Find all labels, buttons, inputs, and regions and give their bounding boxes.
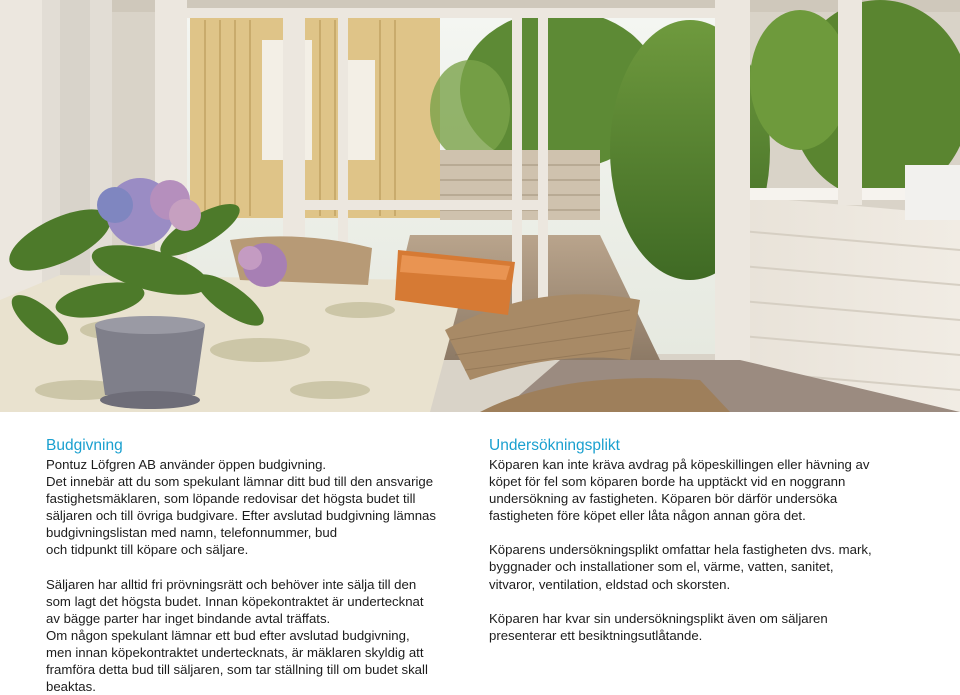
text-line: budgivningslistan med namn, telefonnummer, bud bbox=[46, 525, 338, 541]
inspection-paragraph-3 bbox=[489, 610, 919, 644]
text-line: framföra detta bud till säljaren, som tar ställning till om budet skall bbox=[46, 662, 428, 678]
inspection-paragraph-1 bbox=[489, 456, 919, 524]
text-line: och tidpunkt till köpare och säljare. bbox=[46, 542, 249, 558]
text-line: Köparen kan inte kräva avdrag på köpeskillingen eller hävning av bbox=[489, 457, 870, 472]
text-line: Köparens undersökningsplikt omfattar hela fastigheten dvs. mark, bbox=[489, 542, 872, 558]
inspection-paragraph-2 bbox=[489, 541, 919, 592]
text-line: Köparen har kvar sin undersökningsplikt även om säljaren bbox=[489, 610, 828, 626]
text-line: undersökning av fastigheten. Köparen bör därför undersöka bbox=[489, 491, 838, 507]
text-line: Säljaren har alltid fri prövningsrätt och behöver inte sälja till den bbox=[46, 576, 417, 592]
text-line: säljaren och till övriga budgivare. Efter avslutad budgivning lämnas bbox=[46, 508, 436, 524]
text-line: beaktas. bbox=[46, 679, 96, 695]
text-line: vitvaror, ventilation, eldstad och skorsten. bbox=[489, 576, 731, 592]
text-line: Pontuz Löfgren AB använder öppen budgivning. bbox=[46, 457, 327, 472]
text-line: fastigheten före köpet eller låta någon annan göra det. bbox=[489, 508, 806, 524]
text-line: köpet för fel som köparen borde ha upptäckt vid en noggrann bbox=[489, 474, 846, 490]
bidding-paragraph-2 bbox=[46, 576, 476, 695]
text-line: Det innebär att du som spekulant lämnar ditt bud till den ansvarige bbox=[46, 474, 434, 490]
text-line: som lagt det högsta budet. Innan köpekontraktet är undertecknat bbox=[46, 593, 424, 609]
text-line: byggnader och installationer som el, värme, vatten, sanitet, bbox=[489, 559, 834, 575]
text-line: presenterar ett besiktningsutlåtande. bbox=[489, 627, 703, 643]
bidding-heading: Budgivning bbox=[46, 437, 123, 454]
text-line: fastighetsmäklaren, som löpande redovisar det högsta budet till bbox=[46, 491, 416, 507]
text-line: men innan köpekontraktet undertecknats, är mäklaren skyldig att bbox=[46, 644, 424, 660]
inspection-duty-heading: Undersökningsplikt bbox=[489, 437, 620, 454]
text-line: Om någon spekulant lämnar ett bud efter avslutad budgivning, bbox=[46, 627, 410, 643]
inspection-duty-section bbox=[489, 436, 919, 644]
bidding-paragraph-1 bbox=[46, 456, 476, 559]
text-line: av bägge parter har inget bindande avtal träffats. bbox=[46, 610, 331, 626]
bidding-section bbox=[46, 436, 476, 695]
